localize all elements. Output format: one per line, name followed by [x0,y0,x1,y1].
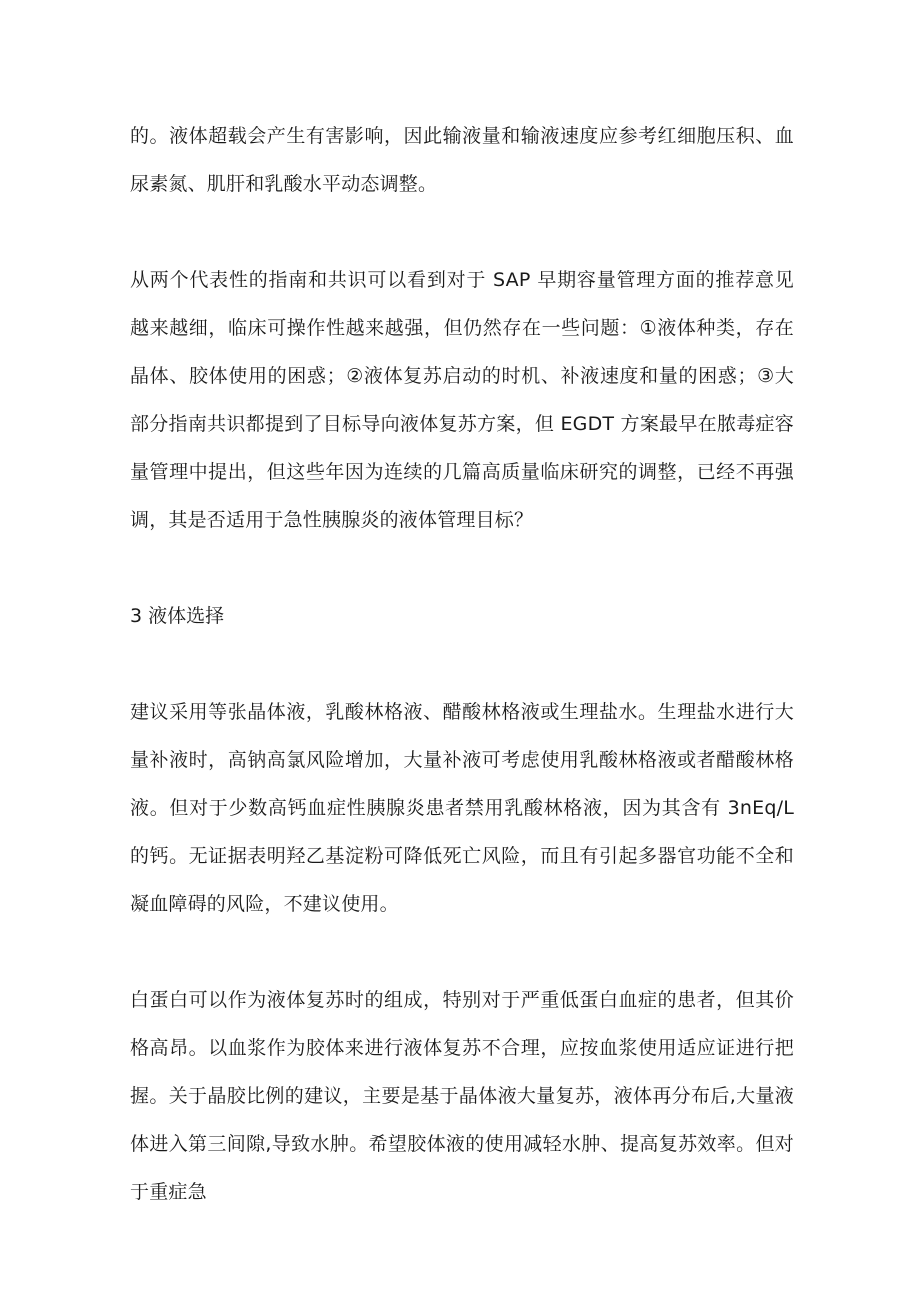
paragraph-fluid-overload: 的。液体超载会产生有害影响，因此输液量和输液速度应参考红细胞压积、血尿素氮、肌肝和乳酸水平动态调整。 [130,125,794,195]
paragraph-albumin-colloid: 白蛋白可以作为液体复苏时的组成，特别对于严重低蛋白血症的患者，但其价格高昂。以血浆作为胶体来进行液体复苏不合理，应按血浆使用适应证进行把握。关于晶胶比例的建议，主要是基于晶体液大量复苏，液体再分布后,大量液体进入第三间隙,导致水肿。希望胶体液的使用减轻水肿、提高复苏效率。但对于重症急 [130,989,794,1203]
paragraph-spacer [130,208,794,256]
paragraph-crystalloid-recommendation: 建议采用等张晶体液，乳酸林格液、醋酸林格液或生理盐水。生理盐水进行大量补液时，高钠高氯风险增加，大量补液可考虑使用乳酸林格液或者醋酸林格液。但对于少数高钙血症性胰腺炎患者禁用乳酸林格液，因为其含有 3nEq/L 的钙。无证据表明羟乙基淀粉可降低死亡风险，而且有引起多器官功能不全和凝血障碍的风险，不建议使用。 [130,701,794,915]
paragraph-spacer [130,928,794,976]
paragraph-spacer [130,640,794,688]
paragraph-guidelines-consensus: 从两个代表性的指南和共识可以看到对于 SAP 早期容量管理方面的推荐意见越来越细，临床可操作性越来越强，但仍然存在一些问题：①液体种类，存在晶体、胶体使用的困惑；②液体复苏启动的时机、补液速度和量的困惑；③大部分指南共识都提到了目标导向液体复苏方案，但 EGDT 方案最早在脓毒症容量管理中提出，但这些年因为连续的几篇高质量临床研究的调整，已经不再强调，其是否适用于急性胰腺炎的液体管理目标？ [130,269,794,531]
section-heading-fluid-selection: 3 液体选择 [130,605,225,627]
paragraph-spacer [130,544,794,592]
document-page [130,112,794,1216]
